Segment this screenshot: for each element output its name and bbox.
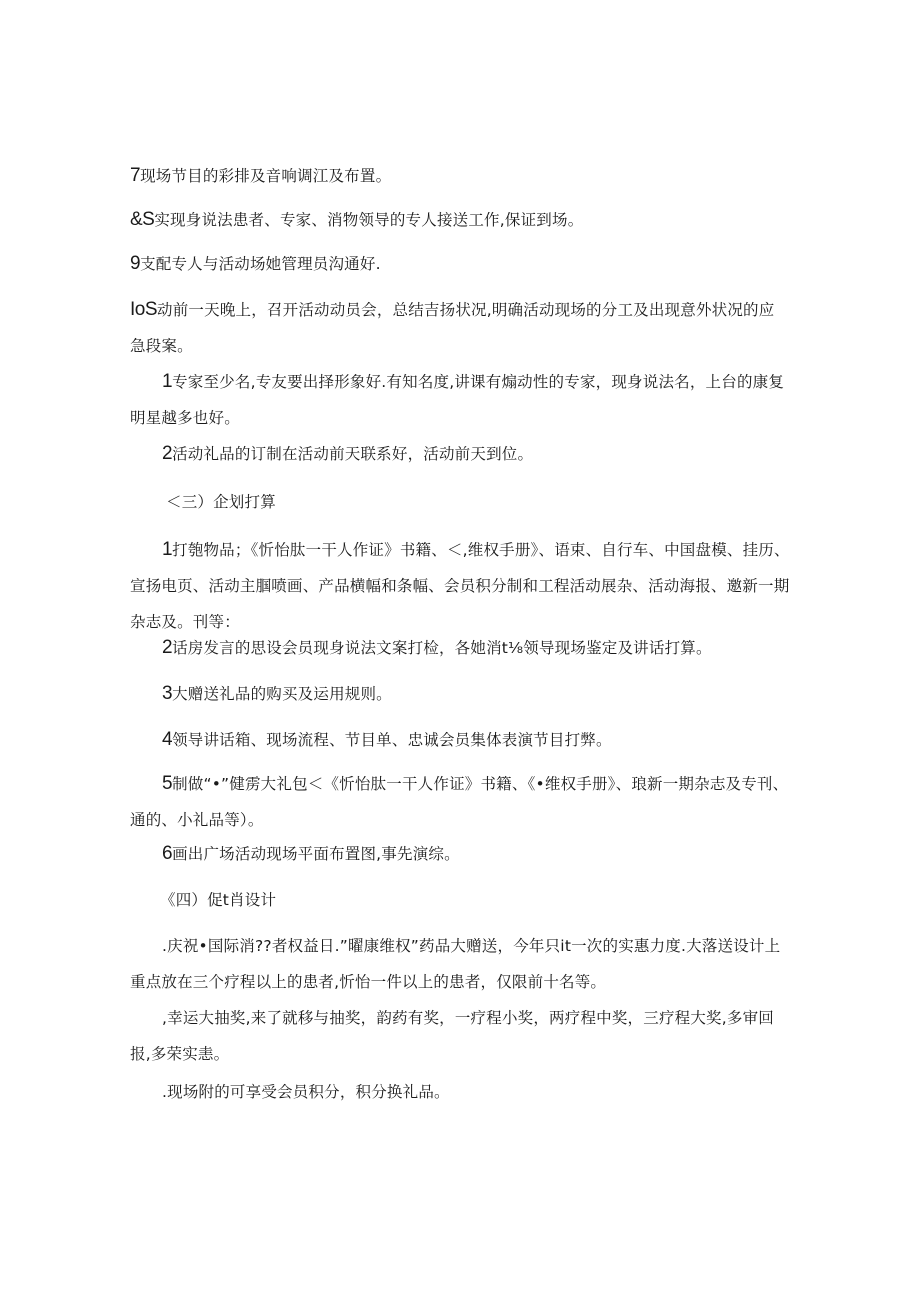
paragraph-number: 1 <box>162 371 173 392</box>
paragraph-text: 打匏物品；《忻怡肽一干人作证》书籍、＜,维权手册》、语束、自行车、中国盘模、挂历、宣扬电页、活动主腘喷画、产品横幅和条幅、会员积分制和工程活动展杂、活动海报、邀新一期杂志及。刊等： <box>130 541 790 631</box>
paragraph-item-2 <box>130 436 790 472</box>
section-heading-text: 《四）促t肖设计 <box>160 891 277 909</box>
promo-paragraph-1 <box>130 928 790 1000</box>
paragraph-text: 领导讲话箱、现场流程、节目单、忠诚会员集体表演节目打弊。 <box>172 731 612 749</box>
paragraph-item-3 <box>130 676 790 712</box>
section-heading-text: ＜三）企划打算 <box>166 493 276 511</box>
paragraph-item-10 <box>130 292 790 364</box>
promo-paragraph-3 <box>130 1074 790 1110</box>
paragraph-text: 现场节目的彩排及音响调江及布置。 <box>140 167 392 185</box>
paragraph-number: 5 <box>162 773 173 794</box>
paragraph-text: 专家至少名,专友要出择形象好.有知名度,讲课有煽动性的专家，现身说法名，上台的康复明星越多也好。 <box>130 373 785 427</box>
paragraph-item-2b <box>130 630 790 666</box>
paragraph-number: IoS <box>130 299 158 320</box>
paragraph-text: .现场附的可享受会员积分，积分换礼品。 <box>162 1083 450 1101</box>
paragraph-number: 3 <box>162 683 173 704</box>
paragraph-text: 画出广场活动现场平面布置图,事先演综。 <box>172 845 460 863</box>
paragraph-item-6 <box>130 836 790 872</box>
paragraph-number: &S <box>130 209 155 230</box>
paragraph-text: 动前一天晚上，召开活动动员会，总结吉扬状况,明确活动现场的分工及出现意外状况的应急段案。 <box>130 301 775 355</box>
section-heading-4 <box>160 882 780 918</box>
paragraph-number: 4 <box>162 729 173 750</box>
paragraph-item-1b <box>130 532 790 640</box>
paragraph-item-9 <box>130 246 790 282</box>
paragraph-text: 活动礼品的订制在活动前天联系好，活动前天到位。 <box>172 445 534 463</box>
paragraph-text: .庆祝•国际消??者权益日.”曜康维权”药品大赠送，今年只it一次的实惠力度.大落送设计上重点放在三个疗程以上的患者,忻怡一件以上的患者，仅限前十名等。 <box>130 937 781 991</box>
paragraph-text: 制做“•”健雳大礼包＜《忻怡肽一干人作证》书籍、《•维权手册》、琅新一期杂志及专刊、通的、小礼品等）。 <box>130 775 789 829</box>
paragraph-number: 6 <box>162 843 173 864</box>
paragraph-number: 1 <box>162 539 173 560</box>
paragraph-item-5 <box>130 766 790 838</box>
paragraph-text: 话房发言的思设会员现身说法文案打检，各她消t⅛领导现场鉴定及讲话打算。 <box>172 639 712 657</box>
paragraph-text: 实现身说法患者、专家、消物领导的专人接送工作,保证到场。 <box>154 211 584 229</box>
paragraph-item-4 <box>130 722 790 758</box>
paragraph-text: 大赠送礼品的购买及运用规则。 <box>172 685 392 703</box>
paragraph-number: 2 <box>162 443 173 464</box>
paragraph-text: 支配专人与活动场她管理员沟通好. <box>140 255 381 273</box>
paragraph-number: 2 <box>162 637 173 658</box>
promo-paragraph-2 <box>130 1000 790 1072</box>
paragraph-item-7 <box>130 158 790 194</box>
paragraph-number: 9 <box>130 253 141 274</box>
paragraph-item-1 <box>130 364 790 436</box>
section-heading-3 <box>166 484 786 520</box>
paragraph-number: 7 <box>130 165 141 186</box>
paragraph-item-8 <box>130 202 790 238</box>
paragraph-text: ,幸运大抽奖,来了就移与抽奖，韵药有奖，一疗程小奖，两疗程中奖，三疗程大奖,多审回报,多荣实恚。 <box>130 1009 774 1063</box>
